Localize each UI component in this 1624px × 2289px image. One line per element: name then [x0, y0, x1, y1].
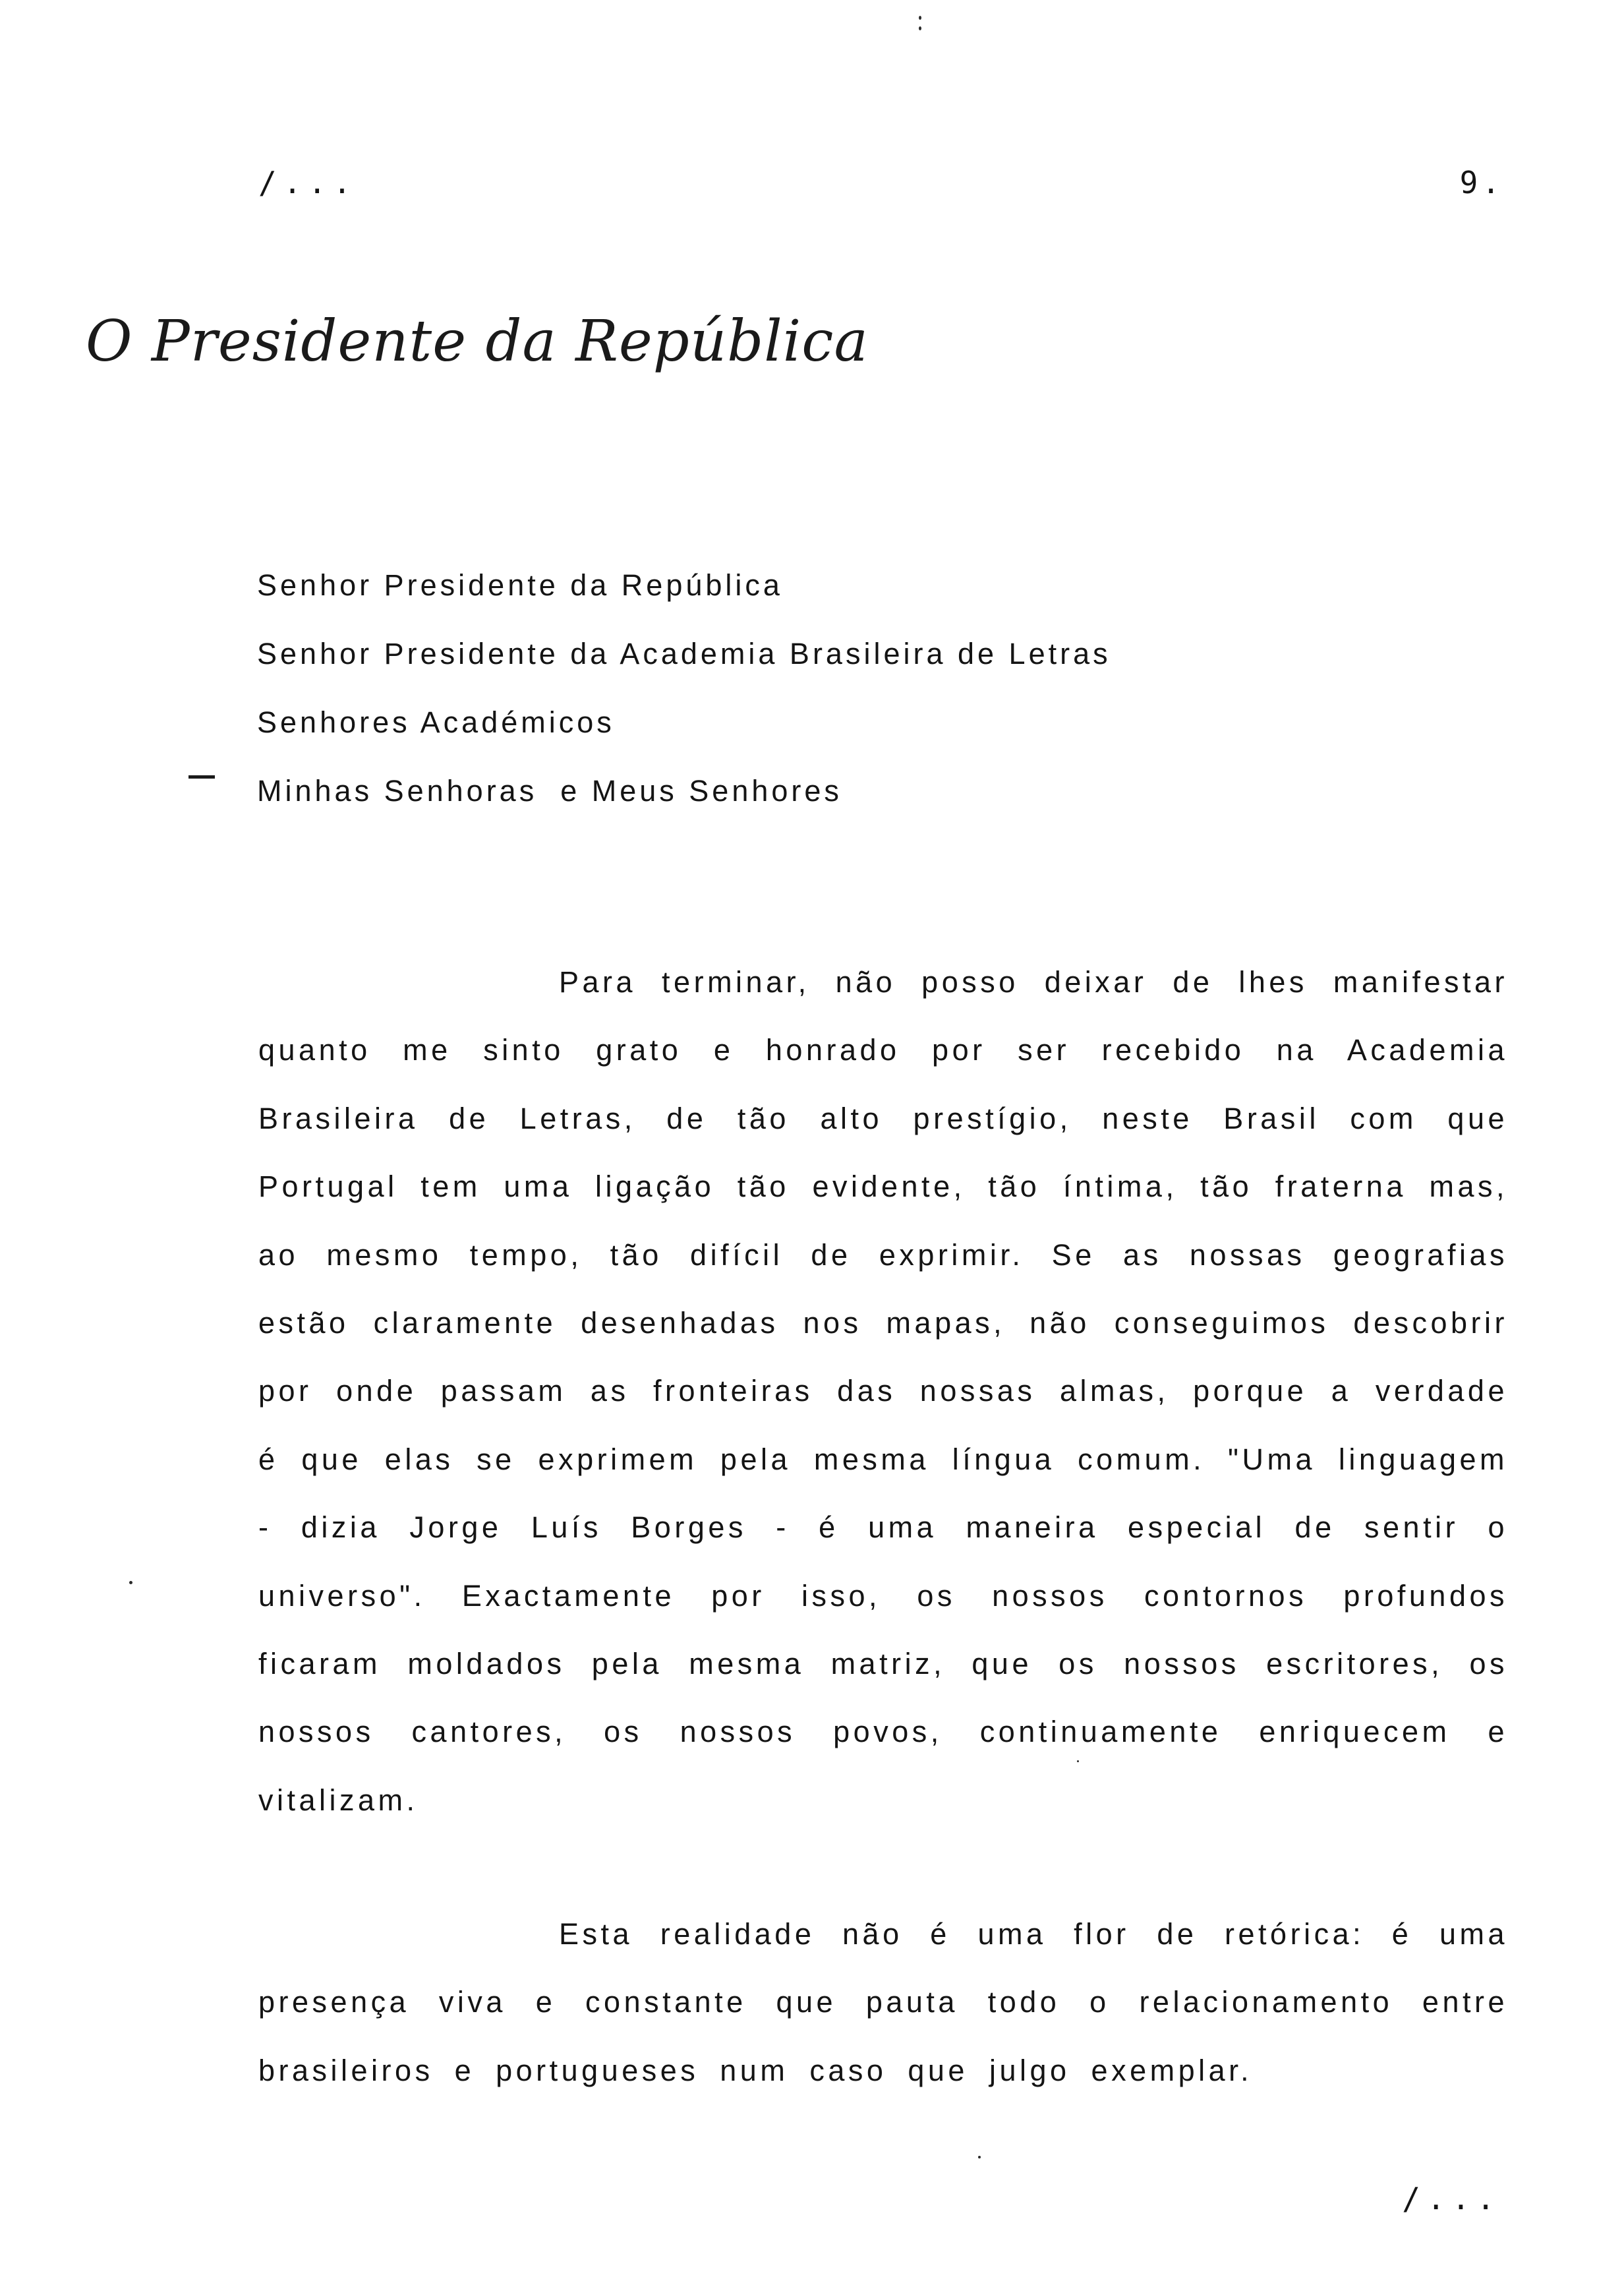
salutation-line: Senhores Académicos	[257, 705, 615, 739]
paragraph-text: Para terminar, não posso deixar de lhes manifestar quanto me sinto grato e honrado por ser recebido na Academia Brasileira de Letras, de tão alto prestígio, neste Brasil com que Portugal tem uma ligação tão evidente, tão íntima, tão fraterna mas, ao mesmo tempo, tão difícil de exprimir. Se as nossas geografias estão claramente desenhadas nos mapas, não conseguimos descobrir por onde passam as fronteiras das nossas almas, porque a verdade é que elas se exprimem pela mesma língua comum. "Uma linguagem - dizia Jorge Luís Borges - é uma maneira especial de sentir o universo". Exactamente por isso, os nossos contornos profundos ficaram moldados pela mesma matriz, que os nossos escritores, os nossos cantores, os nossos povos, continuamente enriquecem e vitalizam.	[258, 965, 1508, 1817]
scan-speck	[919, 16, 921, 20]
salutation-line: Senhor Presidente da República	[257, 568, 783, 602]
letterhead-title: O Presidente da República	[86, 309, 869, 374]
paragraph-text: Esta realidade não é uma flor de retórica: é uma presença viva e constante que pauta todo o relacionamento entre brasileiros e portugueses num caso que julgo exemplar.	[258, 1917, 1508, 2087]
salutations-block	[257, 551, 1111, 825]
scan-speck	[1077, 1760, 1079, 1762]
scan-speck	[919, 26, 921, 30]
margin-dash-mark	[188, 775, 215, 779]
page-number: 9.	[1459, 165, 1504, 200]
body-paragraph-1	[258, 948, 1508, 1834]
body-paragraph-2	[258, 1900, 1508, 2104]
footer-continuation-mark: /...	[1402, 2181, 1501, 2216]
scan-speck	[129, 1581, 132, 1584]
salutation-line: Senhor Presidente da Academia Brasileira de Letras	[257, 637, 1111, 670]
salutation-line: Minhas Senhoras e Meus Senhores	[257, 774, 842, 808]
header-continuation-mark: /...	[258, 165, 358, 200]
scan-speck	[978, 2156, 981, 2158]
